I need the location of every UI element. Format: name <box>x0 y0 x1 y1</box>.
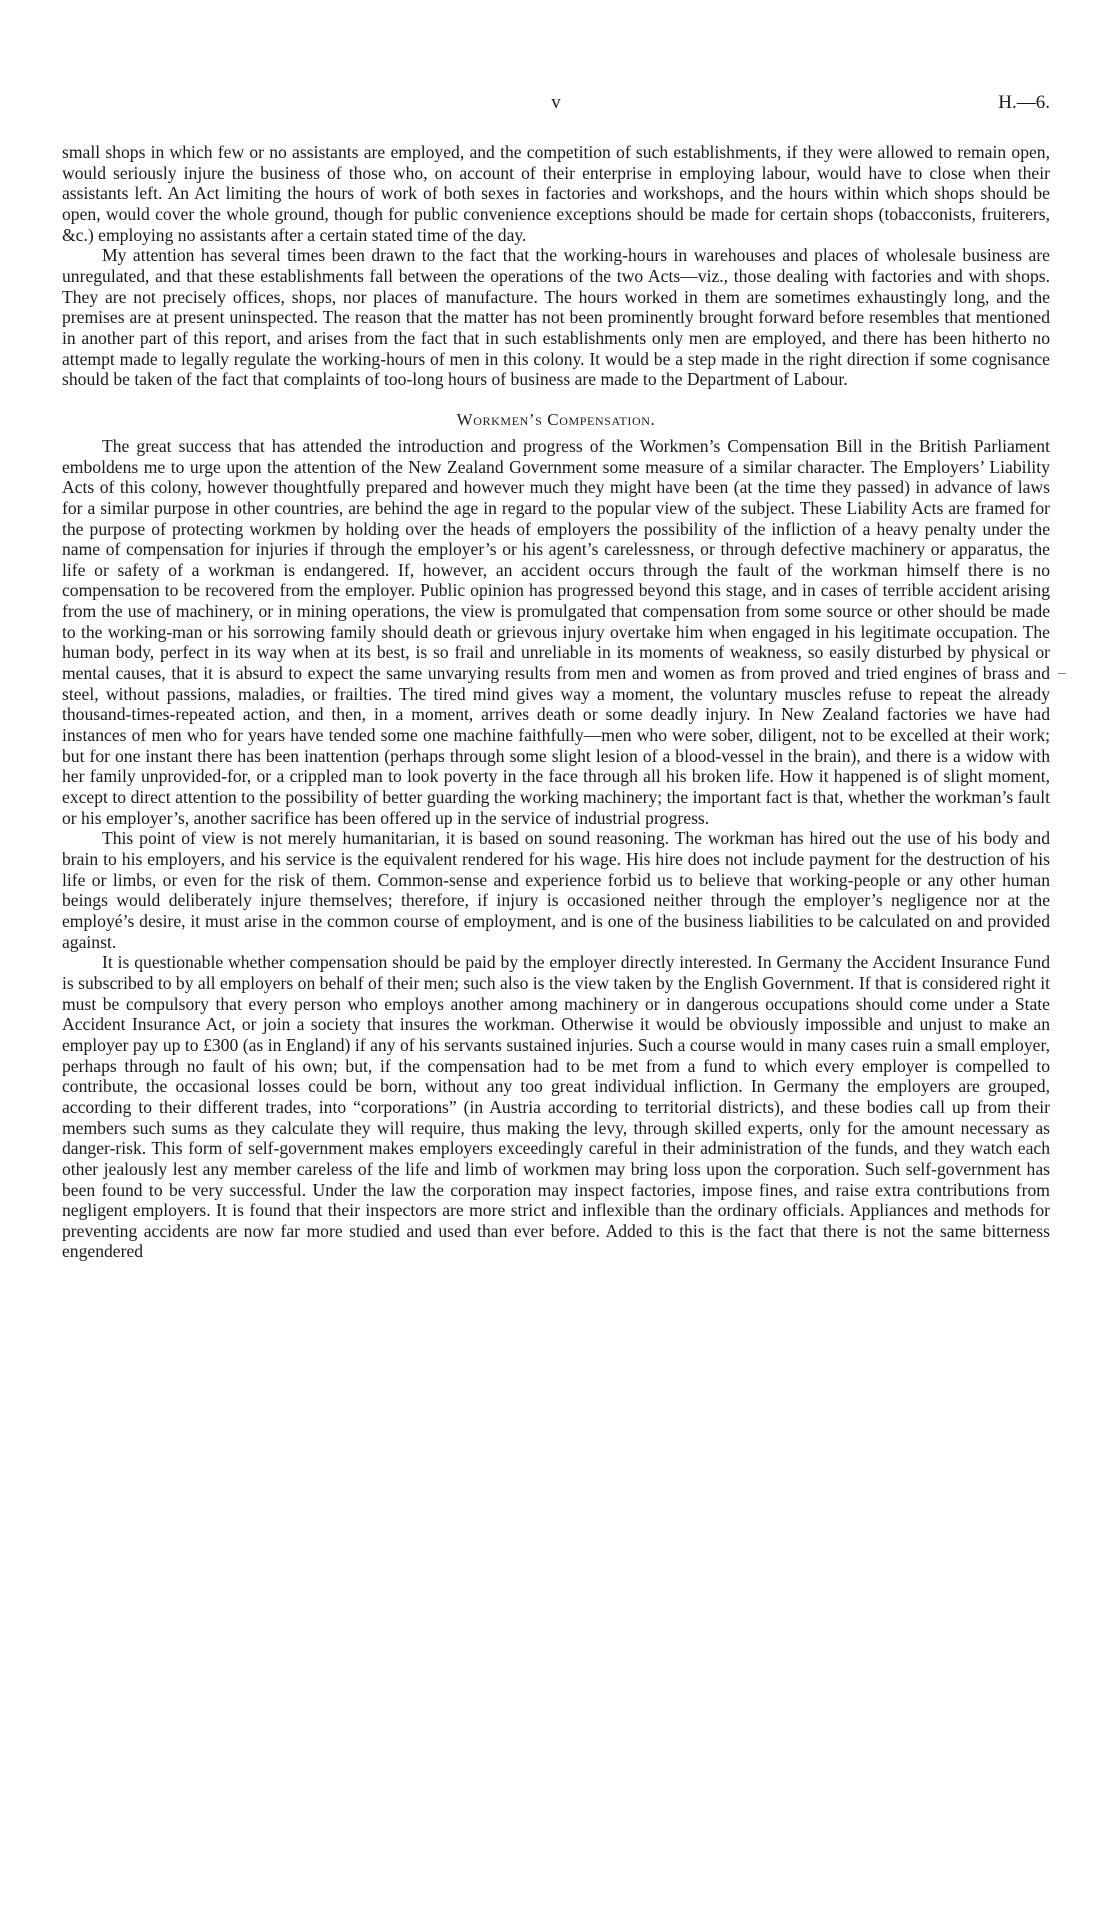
paragraph-compensation-bill: The great success that has attended the introduction and progress of the Workmen’s Compensation Bill in the British Parliament emboldens me to urge upon the attention of the New Zealand Government some measure of a similar character. The Employers’ Liability Acts of this colony, however thoughtfully prepared and however much they might have been (at the time they passed) in advance of laws for a similar purpose in other countries, are behind the age in regard to the popular view of the subject. These Liability Acts are framed for the purpose of protecting workmen by holding over the heads of employers the possibility of the infliction of a heavy penalty under the name of compensation for injuries if through the employer’s or his agent’s carelessness, or through defective machinery or apparatus, the life or safety of a workman is endangered. If, however, an accident occurs through the fault of the workman himself there is no compensation to be recovered from the employer. Public opinion has progressed beyond this stage, and in cases of terrible accident arising from the use of machinery, or in mining operations, the view is promulgated that compensation from some source or other should be made to the working-man or his sorrowing family should death or grievous injury overtake him when engaged in his legitimate occupation. The human body, perfect in its way when at its best, is so frail and unreliable in its moments of weakness, so easily disturbed by physical or mental causes, that it is absurd to expect the same unvarying results from men and women as from proved and tried engines of brass and steel, without passions, maladies, or frailties. The tired mind gives way a moment, the voluntary muscles refuse to repeat the already thousand-times-repeated action, and then, in a moment, arrives death or some deadly injury. In New Zealand factories we have had instances of men who for years have tended some one machine faithfully—men who were sober, diligent, not to be excelled at their work; but for one instant there has been inattention (perhaps through some slight lesion of a blood-vessel in the brain), and there is a widow with her family unprovided-for, or a crippled man to look poverty in the face through all his broken life. How it happened is of slight moment, except to direct attention to the possibility of better guarding the working machinery; the important fact is that, whether the workman’s fault or his employer’s, another sacrifice has been offered up in the service of industrial progress. <box>62 435 1050 828</box>
paragraph-shops: small shops in which few or no assistants are employed, and the competition of such establishments, if they were allowed to remain open, would seriously injure the business of those who, on account of their enterprise in employing labour, would have to close when their assistants left. An Act limiting the hours of work of both sexes in factories and workshops, and the hours within which shops should be open, would cover the whole ground, though for public convenience exceptions should be made for certain shops (tobacconists, fruiterers, &c.) employing no assistants after a certain stated time of the day. <box>62 142 1050 245</box>
paragraph-point-of-view: This point of view is not merely humanitarian, it is based on sound reasoning. The workman has hired out the use of his body and brain to his employers, and his service is the equivalent rendered for his wage. His hire does not include payment for the destruction of his life or limbs, or even for the risk of them. Common-sense and experience forbid us to believe that working-people or any other human beings would deliberately injure themselves; therefore, if injury is occasioned neither through the employer’s negligence nor at the employé’s desire, it must arise in the common course of employment, and is one of the business liabilities to be calculated on and provided against. <box>62 828 1050 952</box>
section-heading-workmens-compensation: Workmen’s Compensation. <box>456 409 656 429</box>
margin-dash <box>1058 673 1066 674</box>
document-page <box>62 0 1050 1909</box>
page-number: v <box>551 92 561 113</box>
body-text <box>62 142 1050 1262</box>
document-reference: H.—6. <box>998 92 1050 113</box>
paragraph-questionable: It is questionable whether compensation should be paid by the employer directly interested. In Germany the Accident Insurance Fund is subscribed to by all employers on behalf of their men; such also is the view taken by the English Government. If that is considered right it must be compulsory that every person who employs another among machinery or in dangerous occupations should come under a State Accident Insurance Act, or join a society that insures the workman. Otherwise it would be obviously impossible and unjust to make an employer pay up to £300 (as in England) if any of his servants sustained injuries. Such a course would in many cases ruin a small employer, perhaps through no fault of his own; but, if the compensation had to be met from a fund to which every employer is compelled to contribute, the occasional losses could be born, without any too great individual infliction. In Germany the employers are grouped, according to their different trades, into “corporations” (in Austria according to territorial districts), and these bodies call up from their members such sums as they calculate they will require, thus making the levy, through skilled experts, only for the amount necessary as danger-risk. This form of self-government makes employers exceedingly careful in their administration of the funds, and they watch each other jealously lest any member careless of the life and limb of workmen may bring loss upon the corporation. Such self-government has been found to be very successful. Under the law the corporation may inspect factories, impose fines, and raise extra contributions from negligent employers. It is found that their inspectors are more strict and inflexible than the ordinary officials. Appliances and methods for preventing accidents are now far more studied and used than ever before. Added to this is the fact that there is not the same bitterness engendered <box>62 952 1050 1262</box>
page-header <box>62 92 1050 118</box>
paragraph-warehouses: My attention has several times been drawn to the fact that the working-hours in warehouses and places of wholesale business are unregulated, and that these establishments fall between the operations of the two Acts—viz., those dealing with factories and with shops. They are not precisely offices, shops, nor places of manufacture. The hours worked in them are sometimes exhaustingly long, and the premises are at present uninspected. The reason that the matter has not been prominently brought forward before resembles that mentioned in another part of this report, and arises from the fact that in such establishments only men are employed, and there has been hitherto no attempt made to legally regulate the working-hours of men in this colony. It would be a step made in the right direction if some cognisance should be taken of the fact that complaints of too-long hours of business are made to the Department of Labour. <box>62 245 1050 390</box>
